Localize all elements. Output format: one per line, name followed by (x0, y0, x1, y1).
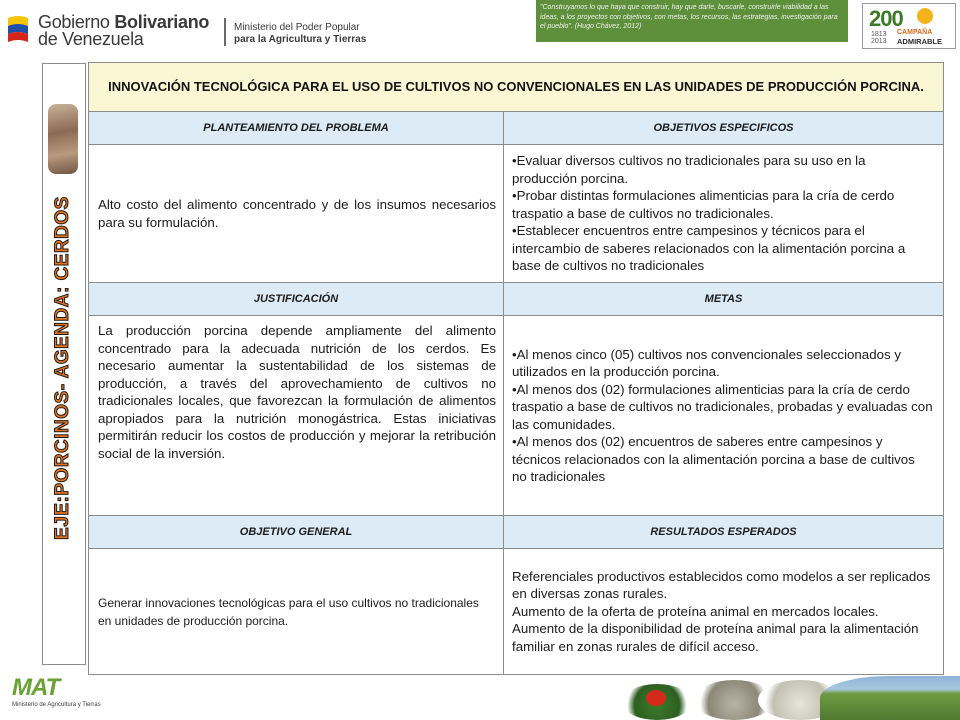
list-item: •Evaluar diversos cultivos no tradicionales para su uso en la producción porcina. (512, 153, 866, 186)
pig-photo (48, 104, 78, 174)
venezuela-flag-icon (6, 14, 30, 44)
mat-logo: MAT Ministerio de Agricultura y Tierras (12, 674, 101, 708)
goals-list (504, 316, 944, 516)
project-title: INNOVACIÓN TECNOLÓGICA PARA EL USO DE CULTIVOS NO CONVENCIONALES EN LAS UNIDADES DE PRODUCCIÓN PORCINA. (89, 63, 944, 112)
list-item: •Establecer encuentros entre campesinos y técnicos para el intercambio de saberes relacionados con la alimentación porcina a base de cultivos no tradicionales (512, 223, 906, 274)
page-header (0, 0, 960, 56)
header-results: RESULTADOS ESPERADOS (504, 516, 944, 549)
ministry-name: Ministerio del Poder Popular para la Agricultura y Tierras (234, 22, 367, 45)
field-photo (820, 676, 960, 720)
header-objectives: OBJETIVOS ESPECIFICOS (504, 112, 944, 145)
general-objective-text: Generar innovaciones tecnológicas para el uso cultivos no tradicionales en unidades de producción porcina. (89, 549, 504, 675)
government-name: Gobierno Bolivariano de Venezuela (38, 12, 210, 49)
header-goals: METAS (504, 283, 944, 316)
header-problem: PLANTEAMIENTO DEL PROBLEMA (89, 112, 504, 145)
problem-text: Alto costo del alimento concentrado y de los insumos necesarios para su formulación. (89, 145, 504, 283)
project-table (88, 62, 944, 675)
list-item: Aumento de la oferta de proteína animal en mercados locales. (512, 603, 879, 619)
ladybug-icon (646, 690, 666, 706)
header-divider (224, 18, 226, 46)
list-item: •Al menos dos (02) formulaciones alimenticias para la cría de cerdo traspatio a base de cultivos no tradicionales, probadas y evaluadas con las comunidades. (512, 381, 933, 432)
objectives-list (504, 145, 944, 283)
quote-text: "Construyamos lo que haya que construir, hay que darle, buscarle, construirle viabilidad a las ideas, a los proyectos con objetivos, con metas, los recursos, las estrategias, investigación para el pueblo". (Hugo Chávez, 2012) (540, 4, 838, 30)
campaign-logo: 200 1813 2013 CAMPAÑA ADMIRABLE (862, 3, 956, 49)
sidebar-title: EJE:PORCINOS- AGENDA: CERDOS (52, 196, 73, 540)
header-justification: JUSTIFICACIÓN (89, 283, 504, 316)
list-item: •Probar distintas formulaciones alimenticias para la cría de cerdo traspatio a base de cultivos no tradicionales. (512, 188, 895, 221)
list-item: Referenciales productivos establecidos como modelos a ser replicados en diversas zonas rurales. (512, 568, 931, 602)
justification-text: La producción porcina depende ampliamente del alimento concentrado para la adecuada nutrición de los cerdos. Es necesario aumentar la sustentabilidad de los sistemas de producción, a través del aprovechamiento de cultivos no tradicionales locales, que favorezcan la formulación de alimentos apropiados para la nutrición monogástrica. Estas iniciativas permitirán reducir los costos de producción y mejorar la retribución social de la inversión. (89, 316, 504, 516)
results-list (504, 549, 944, 675)
header-general-objective: OBJETIVO GENERAL (89, 516, 504, 549)
sun-icon (917, 8, 933, 24)
list-item: Aumento de la disponibilidad de proteína animal para la alimentación familiar en zonas rurales de difícil acceso. (512, 621, 919, 654)
list-item: •Al menos dos (02) encuentros de saberes entre campesinos y técnicos relacionados con la alimentación porcina a base de cultivos no tradicionales (512, 434, 915, 484)
list-item: •Al menos cinco (05) cultivos nos convencionales seleccionados y utilizados en la producción porcina. (512, 346, 901, 379)
